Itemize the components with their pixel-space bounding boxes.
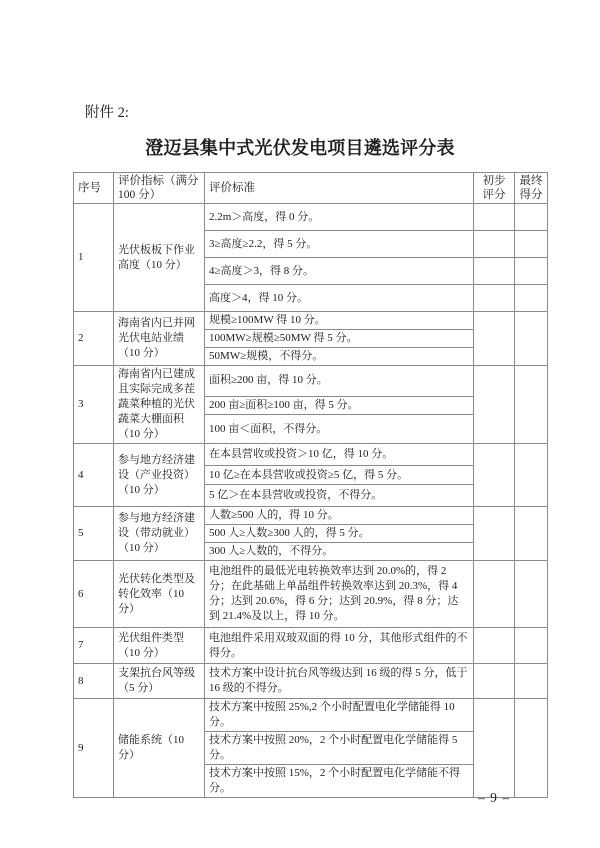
final-score-cell [515,258,548,285]
row-number-cell: 5 [74,507,114,561]
page-number: – 9 – [478,790,510,805]
column-header-preliminary-score: 初步评分 [474,173,515,204]
indicator-cell: 参与地方经济建设（带动就业）（10 分） [114,507,205,561]
criteria-cell: 技术方案中按照 20%，2 个小时配置电化学储能得 5 分。 [205,732,474,765]
row-number-cell: 2 [74,312,114,366]
criteria-cell: 电池组件采用双玻双面的得 10 分，其他形式组件的不得分。 [205,628,474,664]
criteria-cell: 3≥高度≥2.2，得 5 分。 [205,231,474,258]
criteria-cell: 规模≥100MW 得 10 分。 [205,312,474,330]
final-score-cell [515,285,548,312]
preliminary-score-cell [474,664,515,699]
row-number-cell: 3 [74,366,114,444]
table-row [74,444,548,466]
criteria-cell: 人数≥500 人的，得 10 分。 [205,507,474,525]
criteria-cell: 5 亿＞在本县营收或投资，不得分。 [205,485,474,507]
criteria-cell: 500 人≥人数≥300 人的，得 5 分。 [205,525,474,543]
final-score-cell [515,231,548,258]
preliminary-score-cell [474,204,515,231]
preliminary-score-cell [474,507,515,561]
final-score-cell [515,507,548,561]
indicator-cell: 海南省内已并网光伏电站业绩（10 分） [114,312,205,366]
final-score-cell [515,444,548,507]
row-number-cell: 9 [74,699,114,798]
row-number-cell: 8 [74,664,114,699]
final-score-cell [515,628,548,664]
row-number-cell: 7 [74,628,114,664]
table-row [74,628,548,664]
table-row [74,561,548,628]
indicator-cell: 光伏板板下作业高度（10 分） [114,204,205,312]
row-number-cell: 4 [74,444,114,507]
final-score-cell [515,699,548,798]
preliminary-score-cell [474,366,515,444]
table-row [74,204,548,231]
preliminary-score-cell [474,312,515,366]
attachment-label: 附件 2: [85,105,129,121]
table-row [74,699,548,732]
final-score-cell [515,664,548,699]
table-row [74,366,548,397]
criteria-cell: 4≥高度＞3，得 8 分。 [205,258,474,285]
criteria-cell: 100 亩＜面积，不得分。 [205,415,474,444]
preliminary-score-cell [474,699,515,798]
preliminary-score-cell [474,285,515,312]
final-score-cell [515,204,548,231]
row-number-cell: 1 [74,204,114,312]
criteria-cell: 技术方案中按照 25%,2 个小时配置电化学储能得 10 分。 [205,699,474,732]
criteria-cell: 10 亿≥在本县营收或投资≥5 亿，得 5 分。 [205,466,474,485]
scoring-table [73,172,548,798]
row-number-cell: 6 [74,561,114,628]
column-header-indicator: 评价指标（满分 100 分） [114,173,205,204]
preliminary-score-cell [474,561,515,628]
table-row [74,664,548,699]
final-score-cell [515,561,548,628]
indicator-cell: 光伏组件类型（10 分） [114,628,205,664]
criteria-cell: 50MW≥规模，不得分。 [205,348,474,366]
criteria-cell: 100MW≥规模≥50MW 得 5 分。 [205,330,474,348]
preliminary-score-cell [474,444,515,507]
indicator-cell: 参与地方经济建设（产业投资）（10 分） [114,444,205,507]
final-score-cell [515,312,548,366]
criteria-cell: 电池组件的最低光电转换效率达到 20.0%的，得 2 分；在此基础上单晶组件转换效率达到 20.3%，得 4 分；达到 20.6%，得 6 分；达到 20.9%，得 8 分；达到 21.4%及以上，得 10 分。 [205,561,474,628]
column-header-final-score: 最终得分 [515,173,548,204]
criteria-cell: 高度＞4，得 10 分。 [205,285,474,312]
indicator-cell: 储能系统（10 分） [114,699,205,798]
criteria-cell: 技术方案中设计抗台风等级达到 16 级的得 5 分，低于 16 级的不得分。 [205,664,474,699]
criteria-cell: 技术方案中按照 15%，2 个小时配置电化学储能不得分。 [205,765,474,798]
criteria-cell: 面积≥200 亩，得 10 分。 [205,366,474,397]
indicator-cell: 支架抗台风等级（5 分） [114,664,205,699]
page-title: 澄迈县集中式光伏发电项目遴选评分表 [145,138,455,158]
table-row [74,507,548,525]
table-row [74,312,548,330]
final-score-cell [515,366,548,444]
criteria-cell: 200 亩≥面积≥100 亩，得 5 分。 [205,396,474,414]
preliminary-score-cell [474,258,515,285]
preliminary-score-cell [474,628,515,664]
criteria-cell: 300 人≥人数的，不得分。 [205,543,474,561]
indicator-cell: 海南省内已建成且实际完成多茬蔬菜种植的光伏蔬菜大棚面积（10 分） [114,366,205,444]
header-row [74,173,548,204]
indicator-cell: 光伏转化类型及转化效率（10 分） [114,561,205,628]
preliminary-score-cell [474,231,515,258]
criteria-cell: 在本县营收或投资＞10 亿，得 10 分。 [205,444,474,466]
column-header-criteria: 评价标准 [205,173,474,204]
column-header-no: 序号 [74,173,114,204]
criteria-cell: 2.2m＞高度，得 0 分。 [205,204,474,231]
